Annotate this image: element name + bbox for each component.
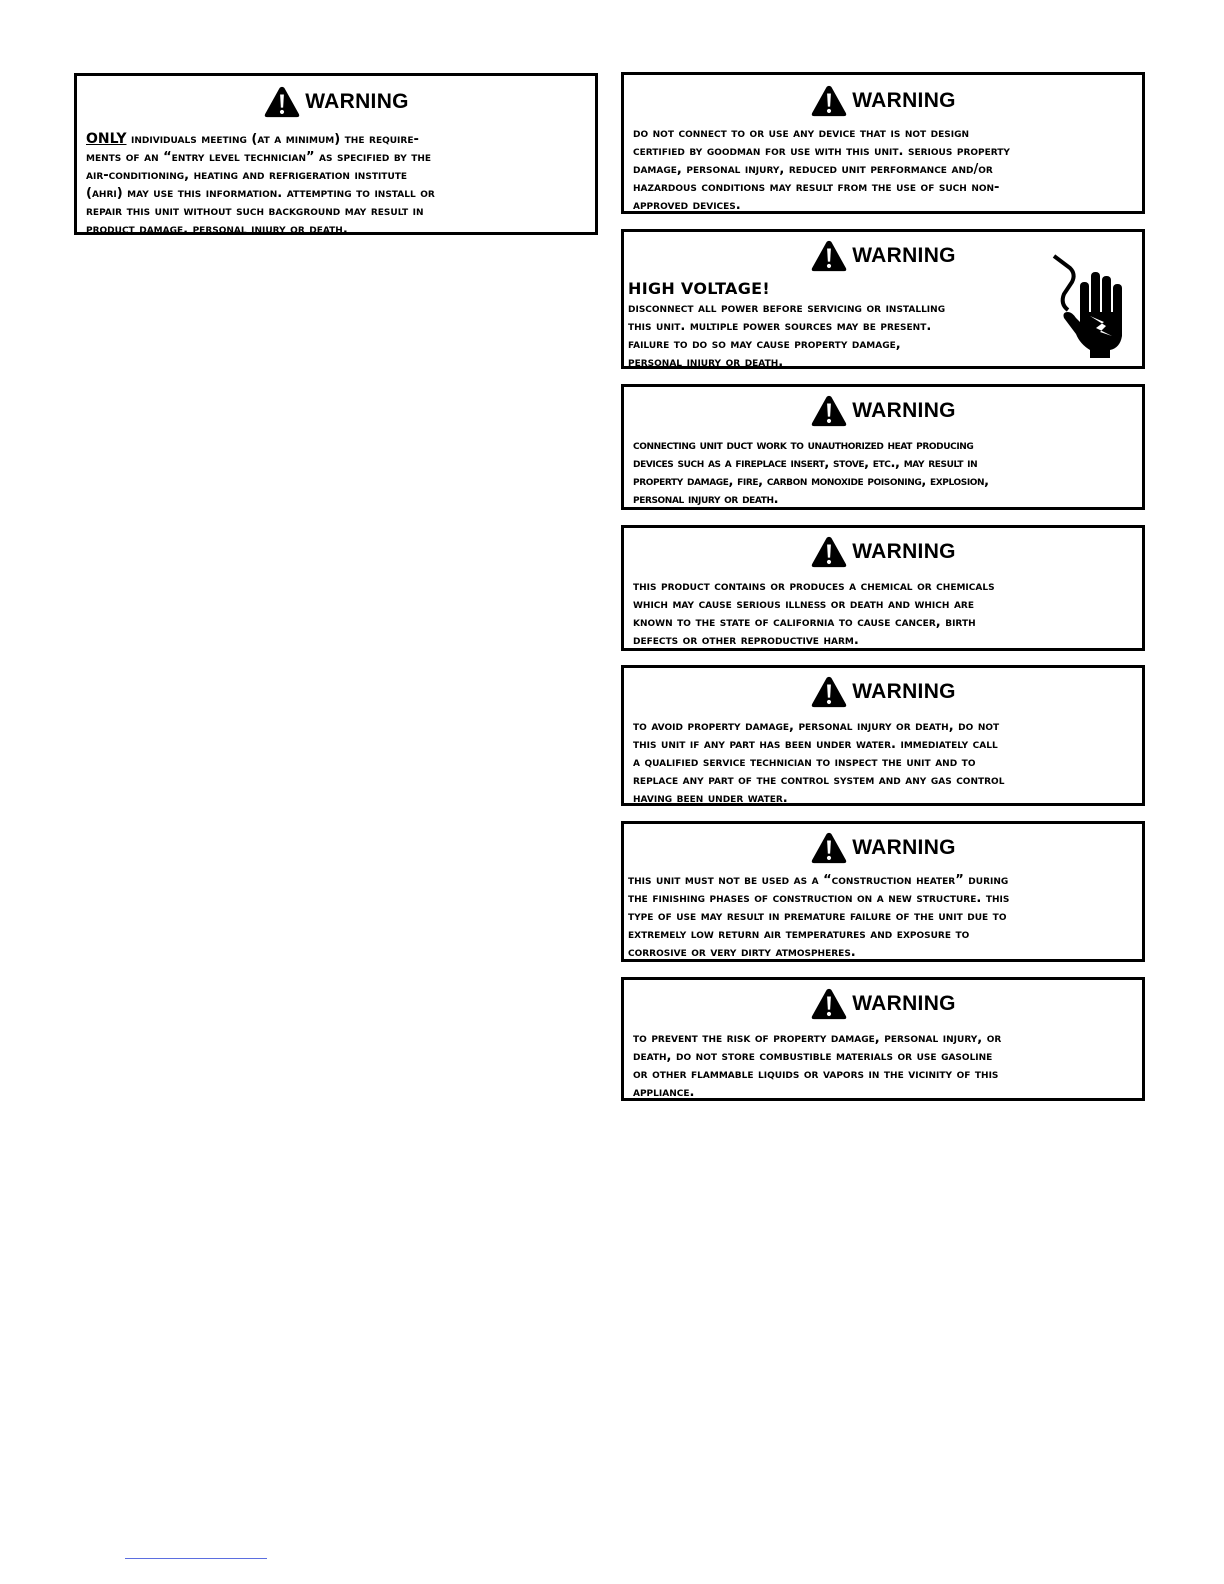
warning-box-high-voltage [621, 229, 1145, 369]
warning-lead: ONLY [86, 131, 127, 147]
warning-box-technician [74, 73, 598, 235]
warning-title: WARNING [852, 680, 956, 703]
warning-header [77, 84, 595, 120]
warning-header [624, 83, 1142, 119]
warning-triangle-icon [810, 831, 848, 865]
warning-triangle-icon [810, 535, 848, 569]
warning-body: to avoid property damage, personal injury or death, do not this unit if any part has been under water. immediately call a qualified service technician to inspect the unit and to replace any part of the control system and any gas control having been under water. [633, 719, 1005, 806]
warning-title: WARNING [852, 399, 956, 422]
warning-triangle-icon [810, 239, 848, 273]
electric-shock-hand-icon [1050, 254, 1134, 358]
warning-body: this unit must not be used as a “construction heater” during the finishing phases of construction on a new structure. this type of use may result in premature failure of the unit due to extremely low return air temperatures and exposure to corrosive or very dirty atmospheres. [628, 873, 1010, 960]
warning-box-device [621, 72, 1145, 214]
warning-body: connecting unit duct work to unauthorized heat producing devices such as a fireplace insert, stove, etc., may result in property damage, fire, carbon monoxide poisoning, explosion, personal injury or death. [633, 438, 989, 507]
warning-box-ductwork [621, 384, 1145, 510]
warning-header [624, 830, 1142, 866]
warning-triangle-icon [810, 675, 848, 709]
warning-body: to prevent the risk of property damage, personal injury, or death, do not store combustible materials or use gasoline or other flammable liquids or vapors in the vicinity of this appliance. [633, 1031, 1002, 1100]
footnote-separator [125, 1558, 267, 1559]
warning-title: WARNING [852, 89, 956, 112]
warning-header [624, 674, 1142, 710]
warning-title: WARNING [852, 992, 956, 1015]
warning-header [624, 393, 1142, 429]
warning-triangle-icon [263, 85, 301, 119]
warning-title: WARNING [852, 540, 956, 563]
warning-triangle-icon [810, 987, 848, 1021]
warning-box-california [621, 525, 1145, 651]
warning-title: WARNING [852, 244, 956, 267]
warning-triangle-icon [810, 84, 848, 118]
warning-box-construction-heater [621, 821, 1145, 962]
warning-box-water [621, 665, 1145, 806]
warning-title: WARNING [305, 90, 409, 113]
warning-body: individuals meeting (at a minimum) the require- ments of an “entry level technician” as specified by the air-conditioning, heating and refrigeration institute (ahri) may use this information. attempting to install or repair this unit without such background may result in product damage, personal injury or death. [86, 132, 435, 237]
warning-body: do not connect to or use any device that is not design certified by goodman for use with this unit. serious property damage, personal injury, reduced unit performance and/or hazardous conditions may result from the use of such non- approved devices. [633, 126, 1010, 213]
warning-body: disconnect all power before servicing or installing this unit. multiple power sources may be present. failure to do so may cause property damage, personal injury or death. [628, 301, 946, 370]
high-voltage-heading: HIGH VOLTAGE! [628, 279, 771, 298]
warning-box-combustibles [621, 977, 1145, 1101]
warning-header [624, 986, 1142, 1022]
warning-body: this product contains or produces a chemical or chemicals which may cause serious illness or death and which are known to the state of california to cause cancer, birth defects or other reproductive harm. [633, 579, 995, 648]
warning-title: WARNING [852, 836, 956, 859]
warning-header [624, 534, 1142, 570]
warning-triangle-icon [810, 394, 848, 428]
warning-text [86, 130, 591, 239]
